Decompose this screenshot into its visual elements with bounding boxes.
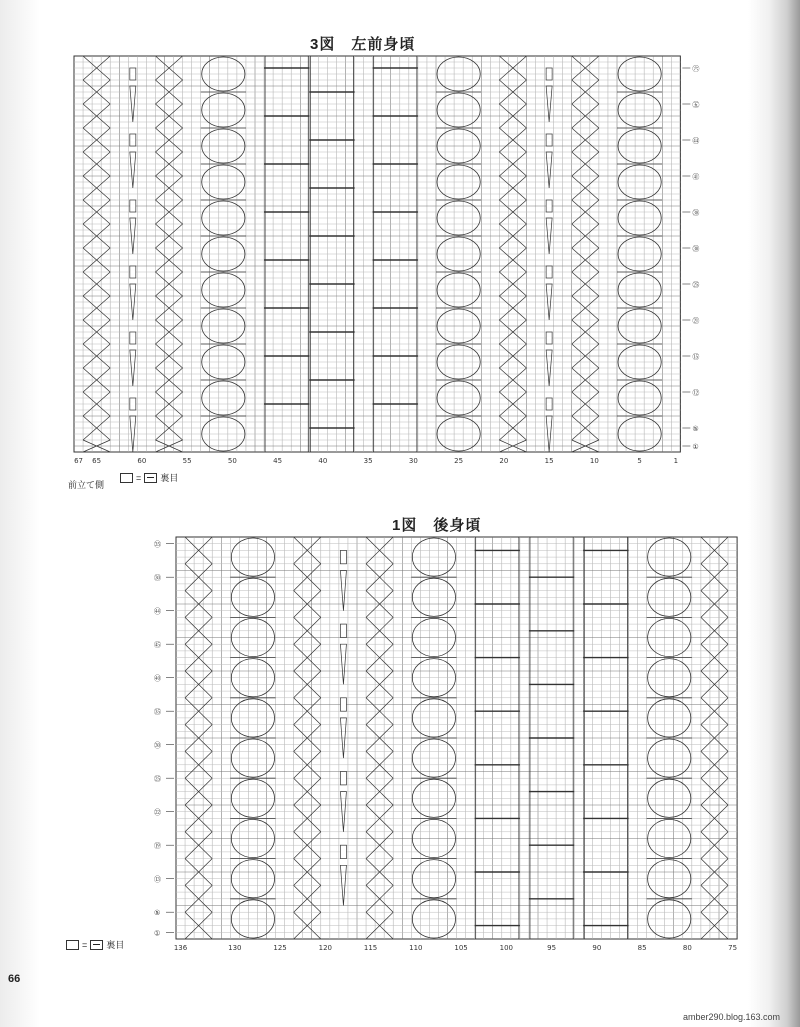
diagram2-title: 1図 後身頃 [392, 517, 482, 534]
legend-equals: = [82, 939, 88, 950]
bobble-mark [130, 68, 136, 80]
column-number-label: 85 [637, 944, 647, 950]
row-number-label: ㊹ [692, 137, 700, 145]
bobble-mark [546, 398, 552, 410]
diagram1-title: 3図 左前身頃 [310, 36, 416, 53]
row-number-label: ㉟ [154, 540, 161, 549]
row-number-label: ㉚ [154, 574, 161, 583]
row-number-label: ① [692, 443, 699, 451]
empty-square-icon [66, 940, 79, 950]
bobble-mark [130, 266, 136, 278]
bobble-mark [340, 698, 346, 711]
row-number-label: ㊳ [692, 209, 700, 217]
column-number-label: 136 [173, 944, 188, 950]
column-number-label: 100 [499, 944, 514, 950]
column-number-label: 75 [728, 944, 738, 950]
legend-label: 裏目 [160, 473, 179, 483]
column-number-label: 60 [137, 457, 147, 465]
column-number-label: 65 [92, 457, 102, 465]
purl-symbol-icon [144, 473, 157, 483]
row-number-label: ⑬ [154, 875, 161, 884]
legend-equals: = [136, 472, 142, 483]
legend-label: 裏目 [106, 940, 125, 950]
diagram1-legend [120, 471, 178, 484]
bobble-mark [130, 332, 136, 344]
row-number-label: ⑤ [154, 909, 161, 918]
column-number-label: 30 [408, 457, 418, 465]
row-number-label: ㊅ [692, 65, 700, 73]
column-number-label: 125 [273, 944, 287, 950]
column-number-label: 45 [273, 457, 283, 465]
column-number-label: 130 [228, 944, 242, 950]
column-number-label: 120 [318, 944, 333, 950]
page-shadow-left [0, 0, 40, 1027]
empty-square-icon [120, 473, 133, 483]
column-number-label: 55 [182, 457, 192, 465]
column-number-label: 110 [409, 944, 423, 950]
row-number-label: ㉕ [154, 775, 161, 784]
bobble-mark [340, 845, 346, 858]
purl-symbol-icon [90, 940, 103, 950]
bobble-mark [130, 398, 136, 410]
column-number-label: 40 [318, 457, 328, 465]
column-number-label: 80 [682, 944, 692, 950]
bobble-mark [340, 550, 346, 563]
column-number-label: 95 [547, 944, 557, 950]
row-number-label: ⑲ [154, 842, 161, 851]
bobble-mark [130, 134, 136, 146]
bobble-mark [546, 200, 552, 212]
row-number-label: ㉟ [154, 708, 161, 717]
diagram1-side-note: 前立て側 [68, 480, 105, 490]
row-number-label: ㊹ [154, 607, 161, 616]
column-number-label: 90 [592, 944, 602, 950]
row-number-label: ⑫ [692, 389, 700, 397]
column-number-label: 1 [673, 457, 679, 465]
row-number-label: ㉒ [154, 808, 161, 817]
row-number-label: ㊶ [692, 173, 700, 181]
row-number-label: ⑤ [692, 425, 699, 433]
bobble-mark [546, 134, 552, 146]
row-number-label: ① [154, 929, 161, 938]
bobble-mark [546, 266, 552, 278]
column-number-label: 20 [499, 457, 509, 465]
column-number-label: 67 [74, 457, 83, 465]
row-number-label: ㉕ [692, 281, 700, 289]
row-number-label: ㉚ [692, 245, 700, 253]
column-number-label: 115 [363, 944, 378, 950]
column-number-label: 105 [454, 944, 468, 950]
diagram2-legend [66, 938, 124, 951]
page-number: 66 [8, 973, 21, 985]
row-number-label: ㊵ [154, 674, 161, 683]
column-number-label: 15 [544, 457, 554, 465]
bobble-mark [546, 68, 552, 80]
row-number-label: ⑮ [692, 353, 700, 361]
row-number-label: ㉑ [692, 317, 700, 325]
watermark: amber290.blog.163.com [682, 1012, 780, 1022]
bobble-mark [340, 624, 346, 637]
column-number-label: 35 [363, 457, 373, 465]
column-number-label: 25 [454, 457, 464, 465]
diagram2-knitting-chart [150, 530, 740, 950]
row-number-label: ㊺ [154, 641, 161, 650]
book-spine-shadow [748, 0, 800, 1027]
bobble-mark [546, 332, 552, 344]
column-number-label: 5 [637, 457, 642, 465]
bobble-mark [340, 772, 346, 785]
row-number-label: ㉚ [154, 741, 161, 750]
row-number-label: ㊄ [692, 101, 700, 109]
bobble-mark [130, 200, 136, 212]
column-number-label: 50 [227, 457, 237, 465]
diagram1-knitting-chart [60, 48, 710, 478]
column-number-label: 10 [589, 457, 599, 465]
